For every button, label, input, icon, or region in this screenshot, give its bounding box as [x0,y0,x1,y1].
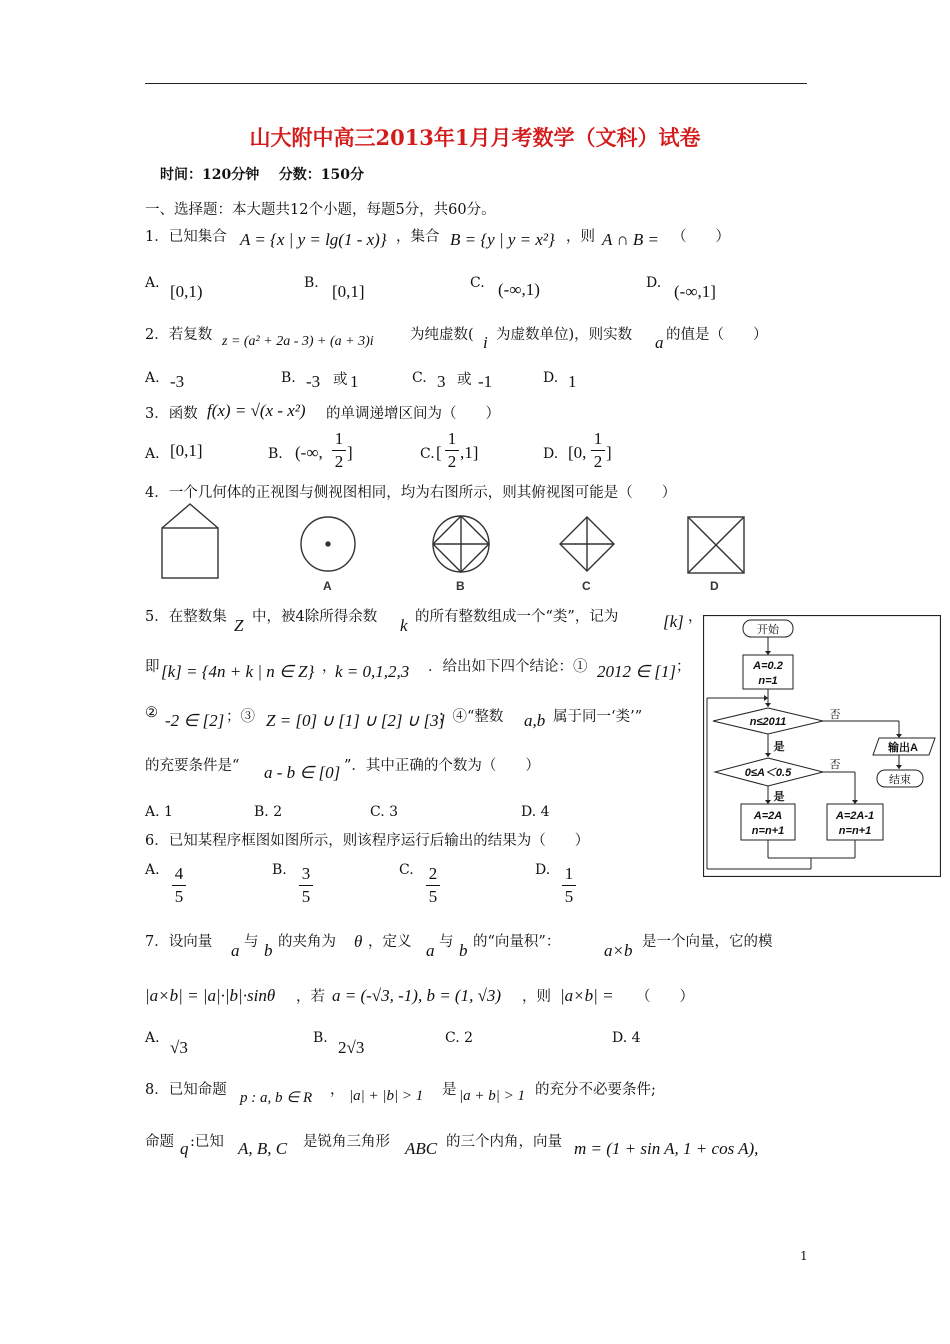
option-b-figure [433,516,489,572]
q3-optD-v2: ] [606,443,612,462]
q5-line4-c: ”．其中正确的个数为（ ） [344,758,540,774]
q3-function: f(x) = √(x - x²) [207,401,306,420]
q7-paren: （ ） [636,989,694,1005]
q3-optC-fraction: 1 2 [445,430,459,471]
q3-num: 3．函数 [145,406,198,422]
page-title: 山大附中高三2013年1月月考数学（文科）试卷 [249,125,701,150]
q8-cond2: |a + b| > 1 [459,1088,525,1104]
q1-then: ，则 [566,229,595,245]
q6-optD-fraction: 1 5 [562,865,576,906]
q3-optD-fraction: 1 2 [591,430,605,471]
fc-right1: A=2A-1 [835,810,875,822]
q5-line3-c: ；③ [226,709,255,725]
q1-optB-label: B. [304,275,319,291]
q8-p: p : a, b ∈ R [240,1090,313,1106]
q5-class-k: [k] [663,612,684,631]
q5-line1-a: 5．在整数集 [145,609,227,625]
q5-statement2: -2 ∈ [2] [165,711,225,730]
fc-right2: n=n+1 [838,825,872,837]
q2-optB-v1: -3 [306,372,321,391]
q7-a2: 与 [244,934,259,950]
fc-left1: A=2A [753,810,783,822]
q5-statement1: 2012 ∈ [1] [597,662,677,681]
q1-mid: ，集合 [396,229,440,245]
q5-line2-c: ， [322,659,337,675]
q7-a6: 的“向量积”： [473,934,561,950]
q2-t2: 为虚数单位)，则实数 [496,327,633,343]
q3-text: 的单调递增区间为（ ） [326,406,500,422]
q7-a7: 是一个向量，它的模 [642,934,773,950]
q2-optC-v2: -1 [478,372,493,391]
q7-a4: ，定义 [368,934,412,950]
exam-info: 时间：120分钟 分数：150分 [160,167,364,183]
q3-optB-v2: ] [347,443,353,462]
q1-optA-value: [0,1) [170,282,203,301]
q5-line1-c: 的所有整数组成一个“类”，记为 [415,609,619,625]
q1-optC-value: (-∞,1) [498,280,540,299]
q5-Z: Z [234,616,244,635]
q7-definition: |a×b| = |a|·|b|·sinθ [145,986,276,1005]
q5-line3-g: 属于同一‘类’” [553,709,643,725]
q7-a5: 与 [439,934,454,950]
q7-optA-label: A. [145,1030,160,1046]
option-c-figure [560,517,614,571]
q8-a1: 8．已知命题 [145,1082,227,1098]
q7-optA-value: √3 [170,1038,188,1057]
option-a-figure [301,517,355,571]
q2-optD-label: D. [543,370,559,386]
q1-setA: A = {x | y = lg(1 - x)} [240,230,387,249]
q7-vec-b2: b [459,941,468,960]
q8-cond: |a| + |b| > 1 [349,1088,424,1104]
q3-optB-v1: (-∞, [295,443,323,462]
q7-l2d: ，则 [522,989,551,1005]
q7-vec-b: b [264,941,273,960]
q3-optA-value: [0,1] [170,441,203,460]
q2-optD-value: 1 [568,372,577,391]
q2-optB-label: B. [281,370,296,386]
q8-triangle: ABC [405,1139,438,1158]
q4-figures [150,500,770,595]
q2-optB-v2: 1 [350,372,359,391]
q6-optA-fraction: 4 5 [172,865,186,906]
q3-optC-label: C. [420,446,435,462]
q3-optC-v2: ,1] [460,443,479,462]
q7-vec-a2: a [426,941,435,960]
q5-ab: a,b [524,711,546,730]
q2-optA-label: A. [145,370,160,386]
q7-l2b: ，若 [296,989,325,1005]
fc-cond2: 0≤A＜0.5 [744,767,792,779]
q1-optB-value: [0,1] [332,282,365,301]
q7-result: |a×b| = [560,986,614,1005]
fc-init2: n=1 [758,675,778,687]
fc-left2: n=n+1 [751,825,785,837]
q4-label-b: B [456,579,465,593]
q7-theta: θ [354,932,363,951]
q4-label-a: A [323,579,332,593]
page-number: 1 [800,1249,808,1263]
q6-optB-fraction: 3 5 [299,865,313,906]
q3-optB-label: B. [268,446,283,462]
q4-label-d: D [710,579,719,593]
fc-start: 开始 [757,624,779,636]
q5-line3-a: ② [145,705,158,721]
q7-vec-a: a [231,941,240,960]
fc-yes2: 是 [773,791,785,803]
fc-output: 输出A [888,742,918,754]
front-view-figure [162,504,218,578]
q3-optB-fraction: 1 2 [332,430,346,471]
q2-i: i [483,333,488,352]
q4-text: 4．一个几何体的正视图与侧视图相同，均为右图所示，则其俯视图可能是（ ） [145,485,677,501]
q7-a3: 的夹角为 [278,934,336,950]
fc-cond1: n≤2011 [749,716,787,728]
header-rule [145,83,807,84]
q7-axb: a×b [604,941,633,960]
q1-optD-value: (-∞,1] [674,282,716,301]
q8-a2: ， [330,1082,345,1098]
q8-q: q [180,1139,189,1158]
q6-optC-label: C. [399,862,414,878]
q5-line2-a: 即 [145,659,160,675]
q5-k-values: k = 0,1,2,3 [335,662,410,681]
q5-line2-e: ．给出如下四个结论：① [428,659,588,675]
q7-optB-value: 2√3 [338,1038,365,1057]
q5-class-def: [k] = {4n + k | n ∈ Z} [161,662,315,681]
q2-optB-or: 或 [333,372,348,388]
q5-statement4: a - b ∈ [0] [264,763,341,782]
q6-optC-fraction: 2 5 [426,865,440,906]
q5-k: k [400,616,408,635]
q2-z: z = (a² + 2a - 3) + (a + 3)i [222,334,374,349]
section-heading: 一、选择题：本大题共12个小题，每题5分，共60分。 [145,202,496,218]
q1-expr: A ∩ B = [602,230,659,249]
q8-a4: 的充分不必要条件; [535,1082,656,1098]
fc-yes1: 是 [773,741,785,753]
q6-optD-label: D. [535,862,551,878]
q2-a: a [655,333,664,352]
q8-l2a: 命题 [145,1134,174,1150]
q5-optA: A. 1 [145,804,173,820]
q3-optC-v1: [ [436,443,442,462]
q2-t3: 的值是（ ） [666,327,768,343]
fc-init1: A=0.2 [753,660,783,672]
q5-line4-a: 的充要条件是“ [145,758,240,774]
q5-line3-e: ；④“整数 [438,709,504,725]
q2-optC-label: C. [412,370,427,386]
q7-optD: D. 4 [612,1030,641,1046]
q5-line1-d: ， [688,609,703,625]
q1-optA-label: A. [145,275,160,291]
q5-statement3: Z = [0] ∪ [1] ∪ [2] ∪ [3] [266,711,446,730]
q6-text: 6．已知某程序框图如图所示，则该程序运行后输出的结果为（ ） [145,833,590,849]
q1-num: 1．已知集合 [145,229,227,245]
q5-optD: D. 4 [521,804,550,820]
q6-optB-label: B. [272,862,287,878]
q2-optC-v1: 3 [437,372,446,391]
q7-optC: C. 2 [445,1030,474,1046]
q8-a3: 是 [442,1082,457,1098]
q7-optB-label: B. [313,1030,328,1046]
q7-a1: 7．设向量 [145,934,213,950]
q1-paren: （ ） [672,229,730,245]
q3-optD-v1: [0, [568,443,587,462]
q3-optA-label: A. [145,446,160,462]
q8-m: m = (1 + sin A, 1 + cos A), [574,1139,759,1158]
fc-no1: 否 [829,709,841,721]
q7-vectors: a = (-√3, -1), b = (1, √3) [332,986,502,1005]
fc-no2: 否 [829,759,841,771]
q2-num: 2．若复数 [145,327,213,343]
program-flowchart [703,615,941,877]
q1-optD-label: D. [646,275,662,291]
q5-optC: C. 3 [370,804,399,820]
q2-t1: 为纯虚数( [410,327,474,343]
q5-optB: B. 2 [254,804,283,820]
q3-optD-label: D. [543,446,559,462]
option-d-figure [688,517,744,573]
q8-l2d: 的三个内角，向量 [446,1134,562,1150]
q8-abc: A, B, C [238,1139,288,1158]
q8-l2b: :已知 [190,1134,224,1150]
q5-line1-b: 中，被4除所得余数 [252,609,378,625]
q4-label-c: C [582,579,591,593]
q6-optA-label: A. [145,862,160,878]
q8-l2c: 是锐角三角形 [303,1134,390,1150]
q2-optA-value: -3 [170,372,185,391]
q2-optC-or: 或 [457,372,472,388]
q1-optC-label: C. [470,275,485,291]
fc-end: 结束 [889,774,911,786]
q1-setB: B = {y | y = x²} [450,230,555,249]
q5-line2-g: ； [676,659,691,675]
